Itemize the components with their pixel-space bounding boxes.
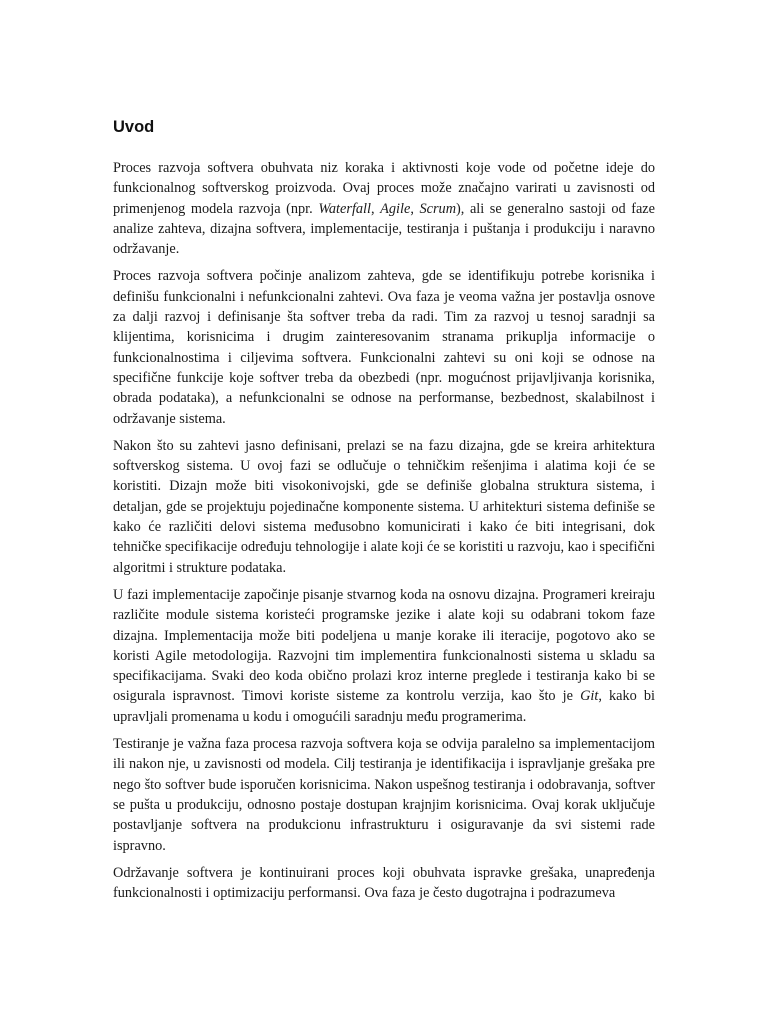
paragraph-list (113, 158, 655, 903)
paragraph-text: Održavanje softvera je kontinuirani proces koji obuhvata ispravke grešaka, unapređenja funkcionalnosti i optimizaciju performansi. Ova faza je često dugotrajna i podrazumeva (113, 864, 655, 902)
paragraph-text: Proces razvoja softvera obuhvata niz koraka i aktivnosti koje vode od početne ideje do funkcionalnog softverskog proizvoda. Ovaj proces može značajno varirati u zavisnosti od primenjenog modela razvoja (npr. (113, 160, 655, 217)
italic-text: Waterfall (318, 200, 372, 217)
paragraph (113, 436, 655, 578)
italic-text: Agile (380, 200, 411, 217)
paragraph-text: , kako bi upravljali promenama u kodu i omogućili saradnju među programerima. (113, 688, 655, 725)
section-heading: Uvod (113, 118, 155, 136)
paragraph (113, 158, 655, 259)
paragraph (113, 734, 655, 856)
paragraph (113, 585, 655, 727)
paragraph-text: , (410, 200, 420, 217)
paragraph-text: Nakon što su zahtevi jasno definisani, prelazi se na fazu dizajna, gde se kreira arhitektura softverskog sistema. U ovoj fazi se odlučuje o tehničkim rešenjima i alatima koji će se koristiti. Dizajn može biti visokonivojski, gde se definiše globalna struktura sistema, i detaljan, gde se projektuju pojedinačne komponente sistema. U arhitekturi sistema definiše se kako će različiti delovi sistema međusobno komunicirati i kako će biti integrisani, dok tehničke specifikacije određuju tehnologije i alate koji će se koristiti u razvoju, kao i specifični algoritmi i strukture podataka. (113, 437, 655, 576)
italic-text: Git (580, 688, 599, 705)
paragraph (113, 266, 655, 428)
paragraph-text: Proces razvoja softvera počinje analizom zahteva, gde se identifikuju potrebe korisnika i definišu funkcionalni i nefunkcionalni zahtevi. Ova faza je veoma važna jer postavlja osnove za dalji razvoj i definisanje šta softver treba da radi. Tim za razvoj u tesnoj saradnji sa klijentima, korisnicima i drugim zainteresovanim stranama prikuplja informacije o funkcionalnostima i ciljevima softvera. Funkcionalni zahtevi su oni koji se odnose na specifične funkcije koje softver treba da obezbedi (npr. mogućnost prijavljivanja korisnika, obrada podataka), a nefunkcionalni se odnose na performanse, bezbednost, skalabilnost i održavanje sistema. (113, 268, 655, 427)
paragraph-text: ), ali se generalno sastoji od faze analize zahteva, dizajna softvera, implementacije, testiranja i puštanja i produkciju i naravno održavanje. (113, 200, 655, 258)
document-body (113, 116, 655, 910)
paragraph-text: U fazi implementacije započinje pisanje stvarnog koda na osnovu dizajna. Programeri kreiraju različite module sistema koristeći programske jezike i alate koji su odabrani tokom faze dizajna. Implementacija može biti podeljena u manje korake ili iteracije, pogotovo ako se koristi Agile metodologija. Razvojni tim implementira funkcionalnosti sistema u skladu sa specifikacijama. Svaki deo koda obično prolazi kroz interne preglede i testiranja kako bi se osigurala ispravnost. Timovi koriste sisteme za kontrolu verzija, kao što je (113, 586, 655, 705)
paragraph (113, 863, 655, 904)
paragraph-text: , (371, 200, 381, 217)
italic-text: Scrum (419, 200, 457, 217)
paragraph-text: Testiranje je važna faza procesa razvoja softvera koja se odvija paralelno sa implementacijom ili nakon nje, u zavisnosti od modela. Cilj testiranja je identifikacija i ispravljanje grešaka pre nego što softver bude isporučen korisnicima. Nakon uspešnog testiranja i odobravanja, softver se pušta u produkciju, odnosno postaje dostupan krajnjim korisnicima. Ovaj korak uključuje postavljanje softvera na produkcionu infrastrukturu i osiguravanje da svi sistemi rade ispravno. (113, 736, 655, 854)
